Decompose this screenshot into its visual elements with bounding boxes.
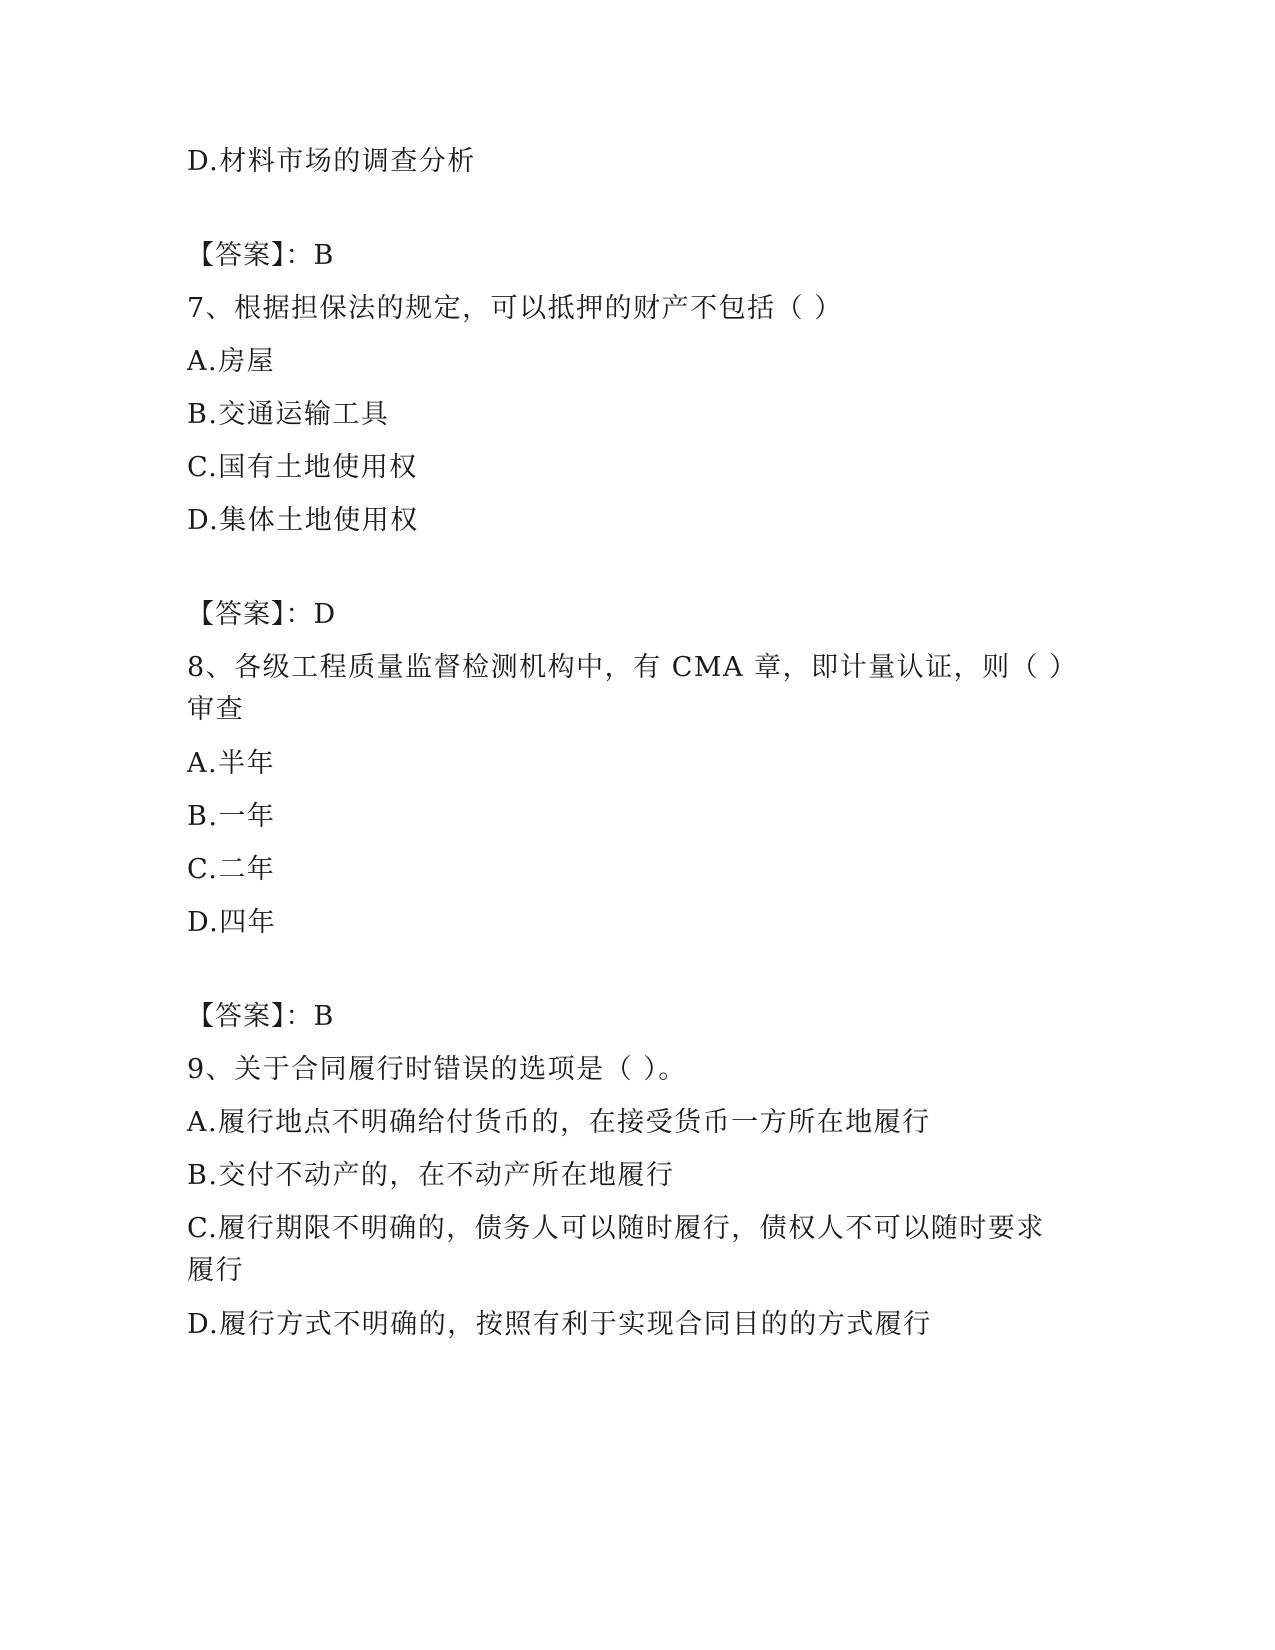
answer-value: B [313, 1001, 335, 1032]
answer-line-prev [187, 236, 335, 276]
answer-label: 【答案】： [187, 599, 314, 630]
question-7-answer [187, 595, 337, 635]
question-7-option-d: D.集体土地使用权 [187, 505, 419, 536]
option-d-prev: D.材料市场的调查分析 [187, 146, 476, 177]
answer-label: 【答案】： [187, 240, 314, 271]
question-8-answer [187, 997, 335, 1037]
question-7-stem: 7、根据担保法的规定，可以抵押的财产不包括（ ） [187, 293, 843, 324]
question-7-option-a: A.房屋 [187, 346, 276, 377]
question-8-stem-line2: 审查 [187, 694, 244, 725]
question-9-option-c-cont: 履行 [187, 1255, 244, 1286]
question-8-option-c: C.二年 [187, 854, 276, 885]
question-8-option-d: D.四年 [187, 907, 277, 938]
question-8-stem-line1: 8、各级工程质量监督检测机构中，有 CMA 章，即计量认证，则（ ） [187, 652, 1078, 683]
question-9-option-d: D.履行方式不明确的，按照有利于实现合同目的的方式履行 [187, 1309, 932, 1340]
answer-value: B [313, 240, 335, 271]
question-9-stem: 9、关于合同履行时错误的选项是（ ）。 [187, 1054, 687, 1085]
question-7-option-b: B.交通运输工具 [187, 399, 390, 430]
answer-value: D [313, 599, 337, 630]
question-8-option-a: A.半年 [187, 748, 276, 779]
question-7-option-c: C.国有土地使用权 [187, 452, 418, 483]
question-9-option-a: A.履行地点不明确给付货币的，在接受货币一方所在地履行 [187, 1107, 931, 1138]
question-9-option-b: B.交付不动产的，在不动产所在地履行 [187, 1160, 675, 1191]
question-9-option-c: C.履行期限不明确的，债务人可以随时履行，债权人不可以随时要求 [187, 1213, 1045, 1244]
answer-label: 【答案】： [187, 1001, 314, 1032]
question-8-option-b: B.一年 [187, 801, 276, 832]
